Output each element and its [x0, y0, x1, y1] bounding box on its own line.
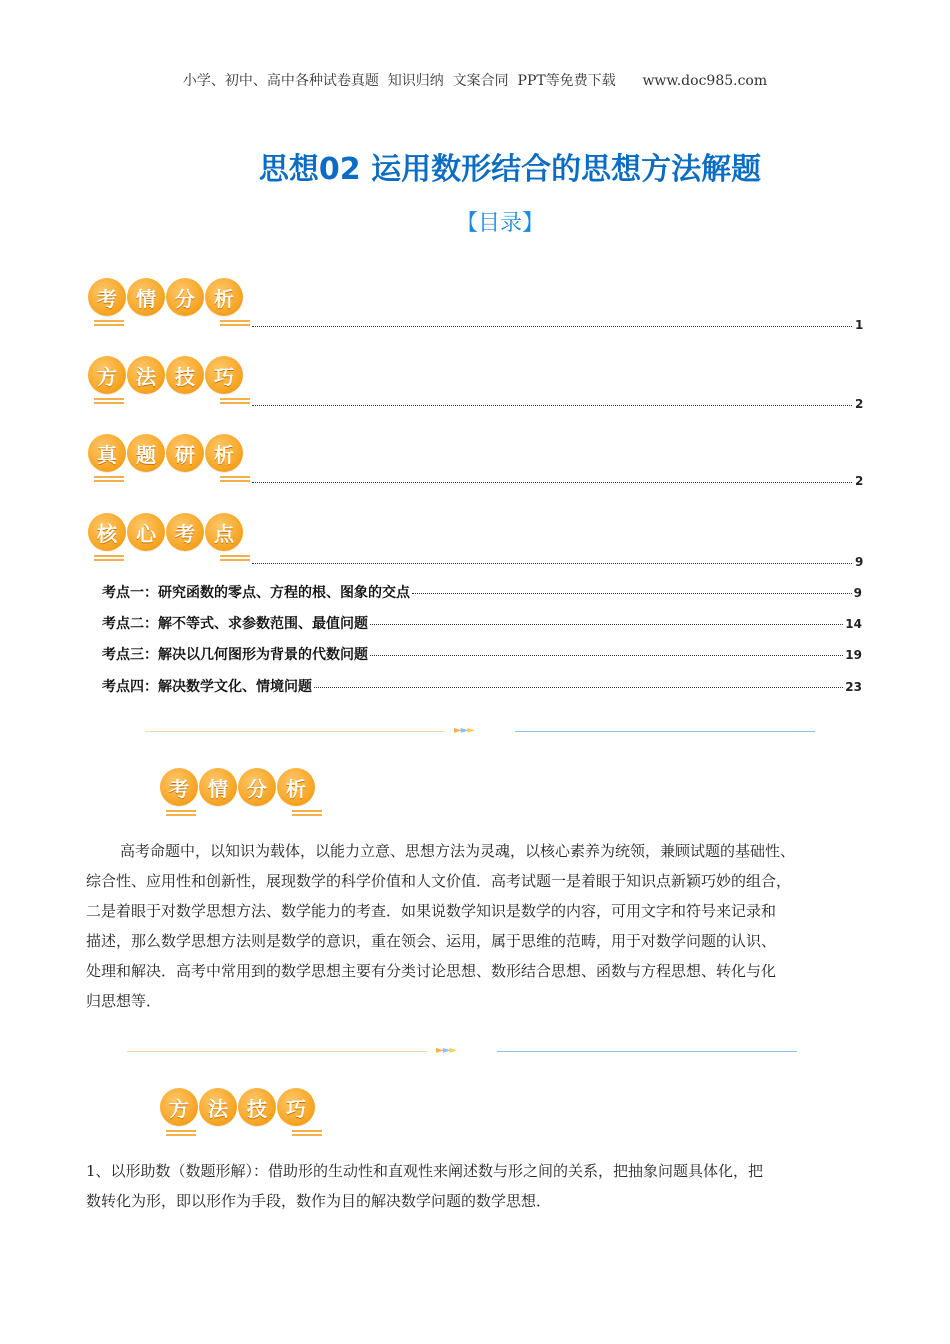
toc-page-number: 1 — [855, 318, 864, 332]
paragraph-line: 1、以形助数（数题形解）：借助形的生动性和直观性来阐述数与形之间的关系，把抽象问题具体化，把 — [86, 1162, 764, 1180]
badge-char: 析 — [205, 434, 243, 472]
badge-underline — [166, 810, 326, 816]
badge-underline — [166, 1130, 326, 1136]
toc-leader — [370, 655, 843, 656]
badge-char: 研 — [166, 434, 204, 472]
document-title: 思想02 运用数形结合的思想方法解题 — [258, 152, 762, 187]
method-paragraph — [86, 1156, 876, 1216]
badge-underline — [94, 398, 254, 404]
toc-leader — [412, 593, 852, 594]
badge-char: 题 — [127, 434, 165, 472]
paragraph-line: 描述，那么数学思想方法则是数学的意识，重在领会、运用，属于思维的范畴，用于对数学问题的认识、 — [86, 932, 777, 950]
paragraph-line: 高考命题中，以知识为载体，以能力立意、思想方法为灵魂，以核心素养为统领，兼顾试题的基础性、 — [120, 842, 796, 860]
paragraph-line: 数转化为形，即以形作为手段，数作为目的解决数学问题的数学思想． — [86, 1192, 552, 1210]
badge-char: 方 — [160, 1088, 198, 1126]
toc-subitem-label: 考点二：解不等式、求参数范围、最值问题 — [102, 616, 368, 632]
toc-badge-fangfa[interactable] — [88, 356, 244, 406]
toc-subitem[interactable] — [102, 644, 862, 664]
toc-page-number: 9 — [855, 555, 864, 569]
toc-page-number: 2 — [855, 474, 864, 488]
badge-char: 情 — [127, 278, 165, 316]
toc-leader — [252, 482, 852, 483]
toc-page-number: 2 — [855, 397, 864, 411]
analysis-paragraph — [86, 836, 876, 1016]
badge-char: 巧 — [205, 356, 243, 394]
toc-page-number: 14 — [845, 617, 862, 631]
toc-subitem[interactable] — [102, 613, 862, 633]
paragraph-line: 综合性、应用性和创新性，展现数学的科学价值和人文价值．高考试题一是着眼于知识点新颖巧妙的组合， — [86, 872, 792, 890]
badge-char: 巧 — [277, 1088, 315, 1126]
toc-leader — [314, 687, 843, 688]
badge-char: 分 — [238, 768, 276, 806]
toc-leader — [252, 405, 852, 406]
badge-char: 法 — [199, 1088, 237, 1126]
badge-underline — [94, 555, 254, 561]
badge-char: 情 — [199, 768, 237, 806]
toc-badge-kaoqing[interactable] — [88, 278, 244, 328]
toc-subitem-label: 考点四：解决数学文化、情境问题 — [102, 679, 312, 695]
toc-leader — [370, 624, 843, 625]
toc-badge-hexin[interactable] — [88, 513, 244, 563]
badge-char: 真 — [88, 434, 126, 472]
badge-char: 点 — [205, 513, 243, 551]
toc-heading: 【目录】 — [455, 211, 544, 236]
badge-char: 方 — [88, 356, 126, 394]
badge-char: 技 — [238, 1088, 276, 1126]
toc-page-number: 23 — [845, 680, 862, 694]
toc-subitem[interactable] — [102, 582, 862, 602]
badge-char: 核 — [88, 513, 126, 551]
toc-page-number: 19 — [845, 648, 862, 662]
badge-underline — [94, 476, 254, 482]
badge-char: 考 — [160, 768, 198, 806]
paragraph-line: 归思想等． — [86, 992, 162, 1010]
badge-char: 心 — [127, 513, 165, 551]
section-badge-fangfa — [160, 1088, 316, 1138]
section-separator: ►►► — [0, 1045, 950, 1057]
toc-leader — [252, 326, 852, 327]
section-separator: ►►► — [0, 725, 950, 737]
toc-subitem[interactable] — [102, 676, 862, 696]
paragraph-line: 二是着眼于对数学思想方法、数学能力的考查．如果说数学知识是数学的内容，可用文字和符号来记录和 — [86, 902, 777, 920]
toc-leader — [252, 563, 852, 564]
badge-char: 技 — [166, 356, 204, 394]
toc-subitem-label: 考点三：解决以几何图形为背景的代数问题 — [102, 647, 368, 663]
badge-underline — [94, 320, 254, 326]
site-header: 小学、初中、高中各种试卷真题 知识归纳 文案合同 PPT等免费下载 www.doc985.com — [182, 73, 768, 89]
toc-badge-zhenti[interactable] — [88, 434, 244, 484]
badge-char: 分 — [166, 278, 204, 316]
badge-char: 析 — [205, 278, 243, 316]
paragraph-line: 处理和解决．高考中常用到的数学思想主要有分类讨论思想、数形结合思想、函数与方程思想、转化与化 — [86, 962, 777, 980]
toc-page-number: 9 — [853, 586, 862, 600]
badge-char: 法 — [127, 356, 165, 394]
badge-char: 考 — [166, 513, 204, 551]
badge-char: 考 — [88, 278, 126, 316]
badge-char: 析 — [277, 768, 315, 806]
section-badge-kaoqing — [160, 768, 316, 818]
toc-subitem-label: 考点一：研究函数的零点、方程的根、图象的交点 — [102, 585, 410, 601]
